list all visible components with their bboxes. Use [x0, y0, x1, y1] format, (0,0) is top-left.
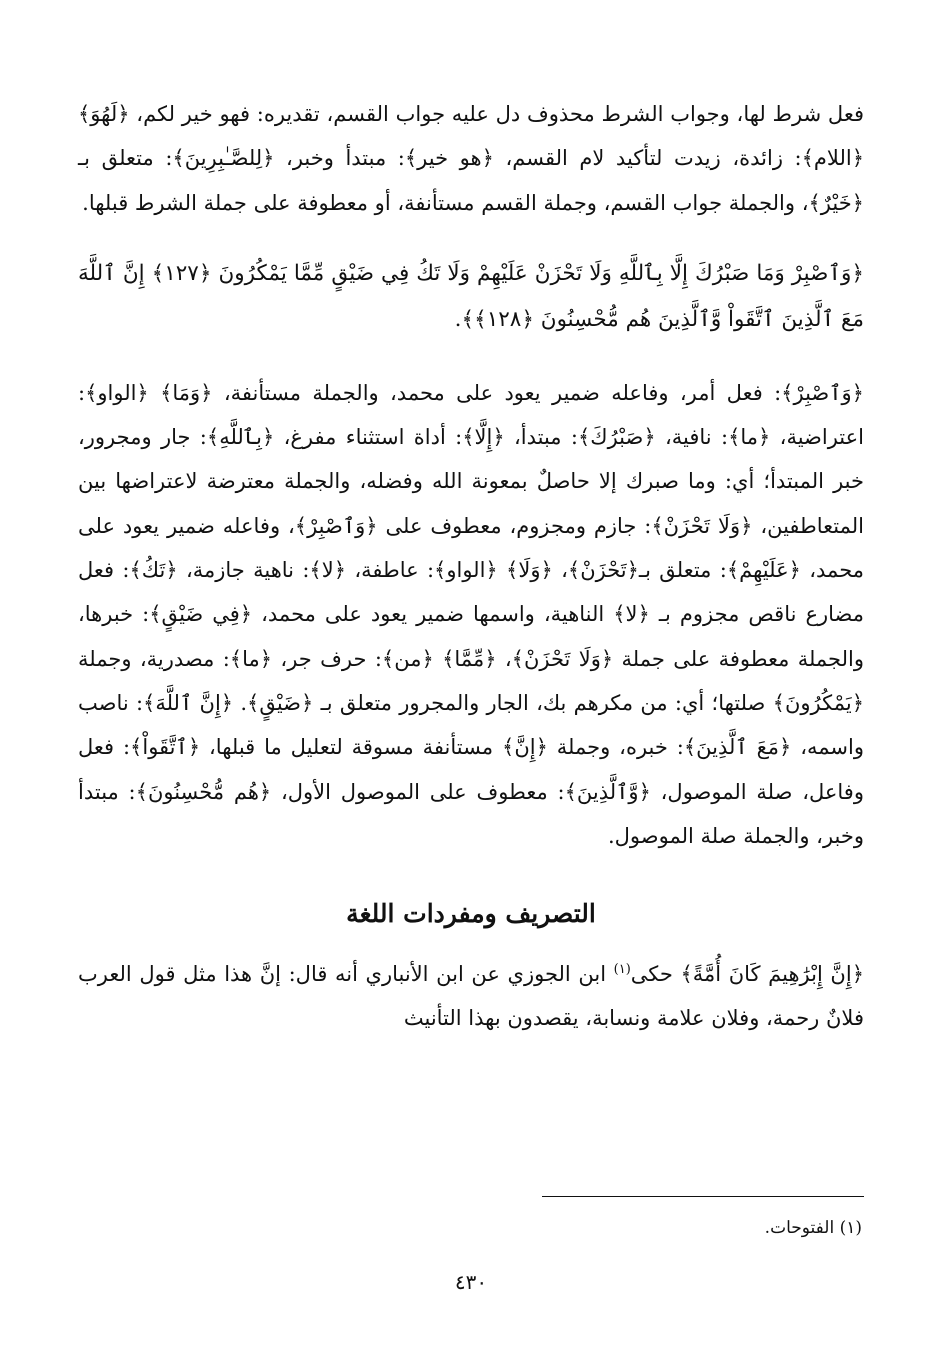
paragraph-verse-parsing: ﴿وَٱصْبِرْ﴾: فعل أمر، وفاعله ضمير يعود على محمد، والجملة مستأنفة، ﴿وَمَا﴾ ﴿الواو﴾: اعتراضية، ﴿ما﴾: نافية، ﴿صَبْرُكَ﴾: مبتدأ، ﴿إِلَّا﴾: أداة استثناء مفرغ، ﴿بِٱللَّهِ﴾: جار ومجرور، خبر المبتدأ؛ أي: وما صبرك إلا حاصلٌ بمعونة الله وفضله، والجملة معترضة لاعتراضها بين المتعاطفين، ﴿وَلَا تَحْزَنْ﴾: جازم ومجزوم، معطوف على ﴿وَٱصْبِرْ﴾، وفاعله ضمير يعود على محمد، ﴿عَلَيْهِمْ﴾: متعلق بـ﴿تَحْزَنْ﴾، ﴿وَلَا﴾ ﴿الواو﴾: عاطفة، ﴿لا﴾: ناهية جازمة، ﴿تَكُ﴾: فعل مضارع ناقص مجزوم بـ ﴿لا﴾ الناهية، واسمها ضمير يعود على محمد، ﴿فِي ضَيْقٍ﴾: خبرها، والجملة معطوفة على جملة ﴿وَلَا تَحْزَنْ﴾، ﴿مِّمَّا﴾ ﴿من﴾: حرف جر، ﴿ما﴾: مصدرية، وجملة ﴿يَمْكُرُونَ﴾ صلتها؛ أي: من مكرهم بك، الجار والمجرور متعلق بـ ﴿ضَيْقٍ﴾. ﴿إِنَّ ٱللَّهَ﴾: ناصب واسمه، ﴿مَعَ ٱلَّذِينَ﴾: خبره، وجملة ﴿إِنَّ﴾ مستأنفة مسوقة لتعليل ما قبلها، ﴿ٱتَّقَواْ﴾: فعل وفاعل، صلة الموصول، ﴿وَّٱلَّذِينَ﴾: معطوف على الموصول الأول، ﴿هُم مُّحْسِنُونَ﴾: مبتدأ وخبر، والجملة صلة الموصول. [78, 380, 864, 848]
quran-verse: ﴿وَٱصْبِرْ وَمَا صَبْرُكَ إِلَّا بِٱللَّهِ وَلَا تَحْزَنْ عَلَيْهِمْ وَلَا تَكُ فِي ضَيْقٍ مِّمَّا يَمْكُرُونَ ﴿١٢٧﴾ إِنَّ ٱللَّهَ مَعَ ٱلَّذِينَ ٱتَّقَواْ وَّٱلَّذِينَ هُم مُّحْسِنُونَ ﴿١٢٨﴾﴾. [78, 260, 864, 332]
morphology-text-rest: ابن الجوزي عن ابن الأنباري أنه قال: إنَّ هذا مثل قول العرب فلانٌ رحمة، وفلان علامة ونسابة، يقصدون بهذا التأنيث [78, 962, 864, 1031]
footnote-divider [542, 1196, 864, 1197]
footnote: (١) الفتوحات. [764, 1218, 862, 1238]
paragraph-morphology [78, 948, 864, 1041]
morphology-text-start: ﴿إِنَّ إِبْرَٰهِيمَ كَانَ أُمَّةً﴾ حكى [630, 962, 864, 987]
section-heading: التصريف ومفردات اللغة [346, 899, 596, 929]
footnote-reference: (١) [613, 962, 631, 978]
paragraph-grammar-intro: فعل شرط لها، وجواب الشرط محذوف دل عليه جواب القسم، تقديره: فهو خير لكم، ﴿لَهُوَ﴾ ﴿اللام﴾: زائدة، زيدت لتأكيد لام القسم، ﴿هو خير﴾: مبتدأ وخبر، ﴿لِلصَّـٰبِرِينَ﴾: متعلق بـ ﴿خَيْرٌ﴾، والجملة جواب القسم، وجملة القسم مستأنفة، أو معطوفة على جملة الشرط قبلها. [78, 102, 864, 215]
main-text [78, 92, 864, 1041]
page-number: ٤٣٠ [454, 1270, 488, 1294]
